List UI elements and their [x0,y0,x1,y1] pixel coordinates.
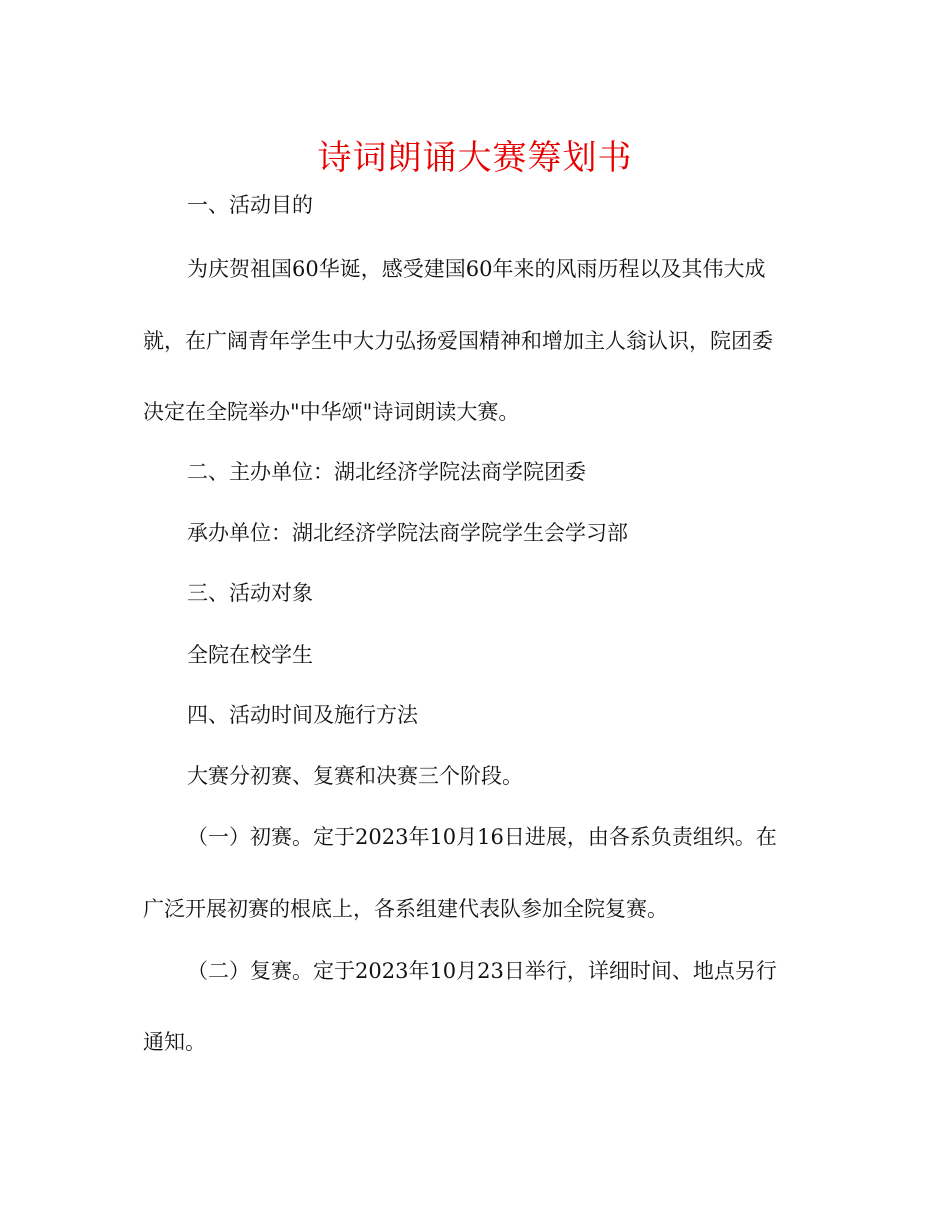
heading-organizer: 二、主办单位：湖北经济学院法商学院团委 [187,460,586,484]
heading-audience: 三、活动对象 [187,581,313,605]
paragraph-line: （二）复赛。定于2023年10月23日举行，详细时间、地点另行 [187,959,777,983]
paragraph-line: （一）初赛。定于2023年10月16日进展，由各系负责组织。在 [187,825,777,849]
paragraph-line: 决定在全院举办"中华颂"诗词朗读大赛。 [143,400,520,424]
paragraph-line: 承办单位：湖北经济学院法商学院学生会学习部 [187,521,628,545]
paragraph-line: 为庆贺祖国60华诞，感受建国60年来的风雨历程以及其伟大成 [187,257,766,281]
paragraph-line: 广泛开展初赛的根底上，各系组建代表队参加全院复赛。 [143,897,668,921]
heading-purpose: 一、活动目的 [187,193,313,217]
paragraph-line: 就，在广阔青年学生中大力弘扬爱国精神和增加主人翁认识，院团委 [143,329,773,353]
paragraph-line: 大赛分初赛、复赛和决赛三个阶段。 [187,764,523,788]
document-title: 诗词朗诵大赛筹划书 [317,138,633,178]
paragraph-line: 全院在校学生 [187,643,313,667]
heading-schedule: 四、活动时间及施行方法 [187,703,418,727]
paragraph-line: 通知。 [143,1030,206,1054]
